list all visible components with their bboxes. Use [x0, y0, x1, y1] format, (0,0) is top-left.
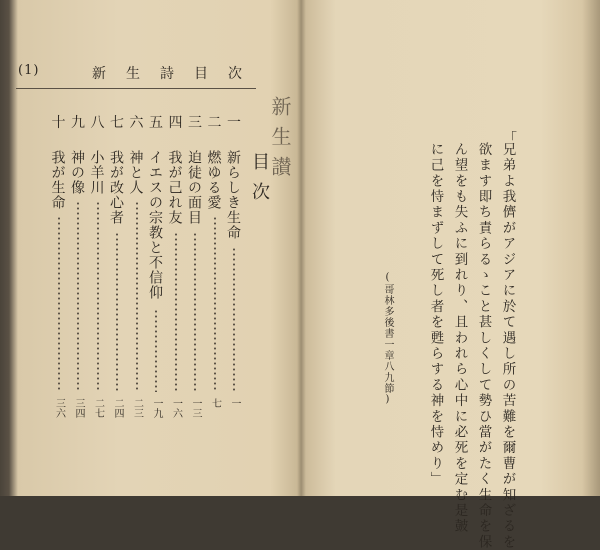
chapter-numeral: 五 [149, 115, 163, 131]
toc-dot-leader [136, 201, 138, 393]
toc-entry-title[interactable]: 我が己れ友 [166, 150, 183, 225]
epigraph-line: 欲ます即ち責らるゝこと甚しくして勢ひ當がたく生命を保 [475, 142, 492, 550]
toc-entry-title[interactable]: 我が生命 [49, 150, 66, 210]
toc-entry-title[interactable]: 神と人 [127, 150, 144, 195]
toc-page-number: 二四 [112, 398, 123, 418]
epigraph-line: ん望をも失ふに到れり、且われら心中に必死を定む是皷 [451, 142, 468, 535]
epigraph-line: に己を恃まずして死し者を甦らする神を恃めり」 [427, 142, 444, 488]
chapter-numeral: 六 [129, 115, 144, 131]
chapter-numeral: 七 [110, 115, 124, 131]
chapter-numeral: 一 [227, 115, 241, 131]
chapter-numeral: 九 [71, 115, 85, 131]
left-page [0, 0, 300, 496]
header-rule [16, 88, 256, 89]
toc-dot-leader [175, 232, 177, 393]
toc-dot-leader [58, 216, 60, 392]
right-page [300, 0, 600, 550]
toc-entry-title[interactable]: 小羊川 [88, 150, 105, 195]
toc-dot-leader [97, 201, 99, 393]
toc-page-number: 一九 [151, 398, 162, 418]
page-number: (1) [18, 63, 40, 78]
toc-page-number: 三六 [53, 398, 65, 418]
opening-quote-bracket: 「 [503, 131, 517, 147]
toc-page-number: 三四 [73, 398, 84, 418]
toc-dot-leader [116, 232, 118, 393]
toc-page-number: 一六 [170, 398, 182, 418]
epigraph-citation: (哥林多後書一章八九節) [382, 272, 393, 406]
toc-page-number: 二七 [92, 398, 104, 418]
toc-entry-title[interactable]: 迫徒の面目 [186, 150, 202, 225]
toc-entry-title[interactable]: 我が改心者 [108, 150, 124, 225]
toc-entry-title[interactable]: 神の像 [69, 150, 85, 195]
toc-entry-title[interactable]: 新らしき生命 [225, 150, 241, 240]
toc-page-number: 二三 [131, 398, 143, 418]
toc-entry-title[interactable]: イエスの宗教と不信仰 [147, 150, 163, 300]
epigraph-line: 兄弟よ我儕がアジアに於て遇し所の苦難を爾曹が知ざるを [499, 142, 516, 550]
toc-dot-leader [155, 309, 157, 392]
chapter-numeral: 八 [90, 115, 105, 131]
running-title: 新生詩目次 [92, 66, 262, 82]
chapter-numeral: 三 [188, 115, 202, 131]
book-title: 新生讃 [268, 96, 292, 186]
toc-page-number: 一三 [190, 398, 201, 418]
toc-page-number: 七 [209, 398, 221, 408]
toc-dot-leader [214, 216, 216, 392]
toc-dot-leader [233, 247, 235, 392]
toc-entry-title[interactable]: 燃ゆる愛 [205, 150, 222, 210]
chapter-numeral: 二 [207, 115, 222, 131]
chapter-numeral: 四 [168, 115, 183, 131]
toc-dot-leader [194, 232, 196, 393]
chapter-numeral: 十 [51, 115, 66, 131]
toc-page-number: 一 [229, 398, 240, 408]
toc-heading: 目次 [249, 152, 270, 212]
toc-dot-leader [77, 201, 79, 393]
